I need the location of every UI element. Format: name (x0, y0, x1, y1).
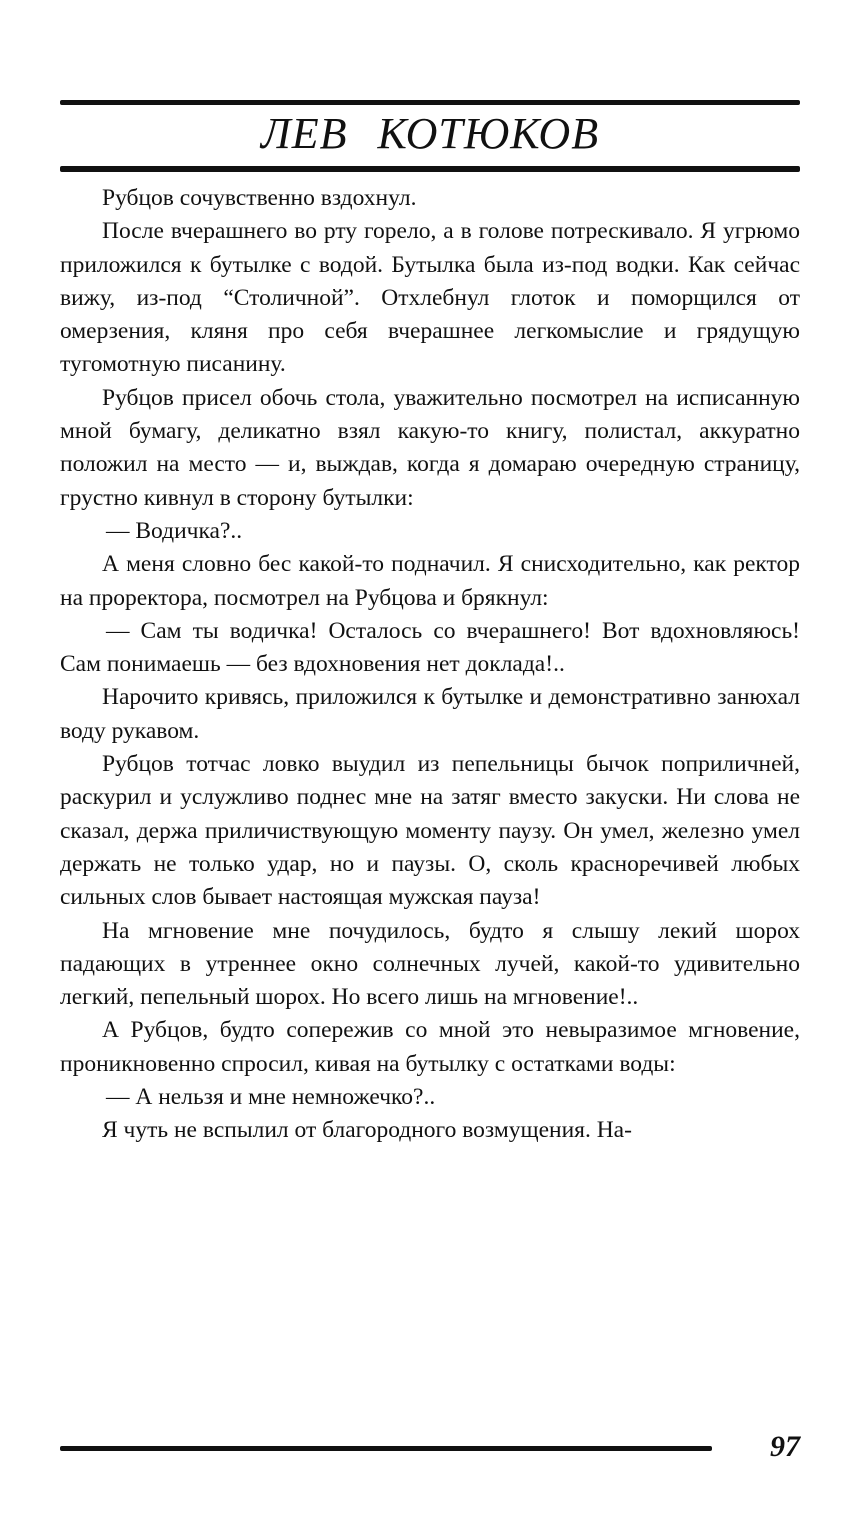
paragraph: А меня словно бес какой-то подначил. Я снисходительно, как ректор на проректора, посмотрел на Рубцова и брякнул: (60, 551, 800, 611)
dialog-line: — Водичка?.. (106, 517, 243, 544)
page-number: 97 (770, 1430, 800, 1463)
running-header-author: ЛЕВ КОТЮКОВ (260, 109, 600, 158)
paragraph: Рубцов тотчас ловко выудил из пепельницы бычок поприличней, раскурил и услужливо поднес мне на затяг вместо закуски. Ни слова не сказал, держа приличиствующую моменту паузу. Он умел, железно умел держать не только удар, но и паузы. О, сколь красноречивей любых сильных слов бывает настоящая мужская пауза! (60, 751, 800, 911)
paragraph: Я чуть не вспылил от благородного возмущения. На- (102, 1117, 632, 1144)
paragraph: После вчерашнего во рту горело, а в голове потрескивало. Я угрюмо приложился к бутылке с водой. Бутылка была из-под водки. Как сейчас вижу, из-под “Столичной”. Отхлебнул глоток и поморщился от омерзения, кляня про себя вчерашнее легкомыслие и грядущую тугомотную писанину. (60, 218, 800, 378)
dialog-line: — Сам ты водичка! Осталось со вчерашнего! Вот вдохновляюсь! Сам понимаешь — без вдохновения нет доклада!.. (60, 617, 800, 678)
footer-rule (60, 1446, 712, 1451)
paragraph: Рубцов присел обочь стола, уважительно посмотрел на исписанную мной бумагу, деликатно взял какую-то книгу, полистал, аккуратно положил на место — и, выждав, когда я домараю очередную страницу, грустно кивнул в сторону бутылки: (60, 384, 800, 511)
body-text (60, 182, 800, 1148)
dialog-line: — А нельзя и мне немножечко?.. (106, 1084, 436, 1111)
header-rule-bottom (60, 166, 800, 172)
header-rule-top (60, 100, 800, 105)
paragraph: А Рубцов, будто сопережив со мной это невыразимое мгновение, проникновенно спросил, кивая на бутылку с остатками воды: (60, 1017, 800, 1077)
paragraph: Нарочито кривясь, приложился к бутылке и демонстративно занюхал воду рукавом. (60, 684, 800, 744)
paragraph: На мгновение мне почудилось, будто я слышу лекий шорох падающих в утреннее окно солнечных лучей, какой-то удивительно легкий, пепельный шорох. Но всего лишь на мгновение!.. (60, 917, 800, 1011)
paragraph: Рубцов сочувственно вздохнул. (102, 185, 417, 211)
